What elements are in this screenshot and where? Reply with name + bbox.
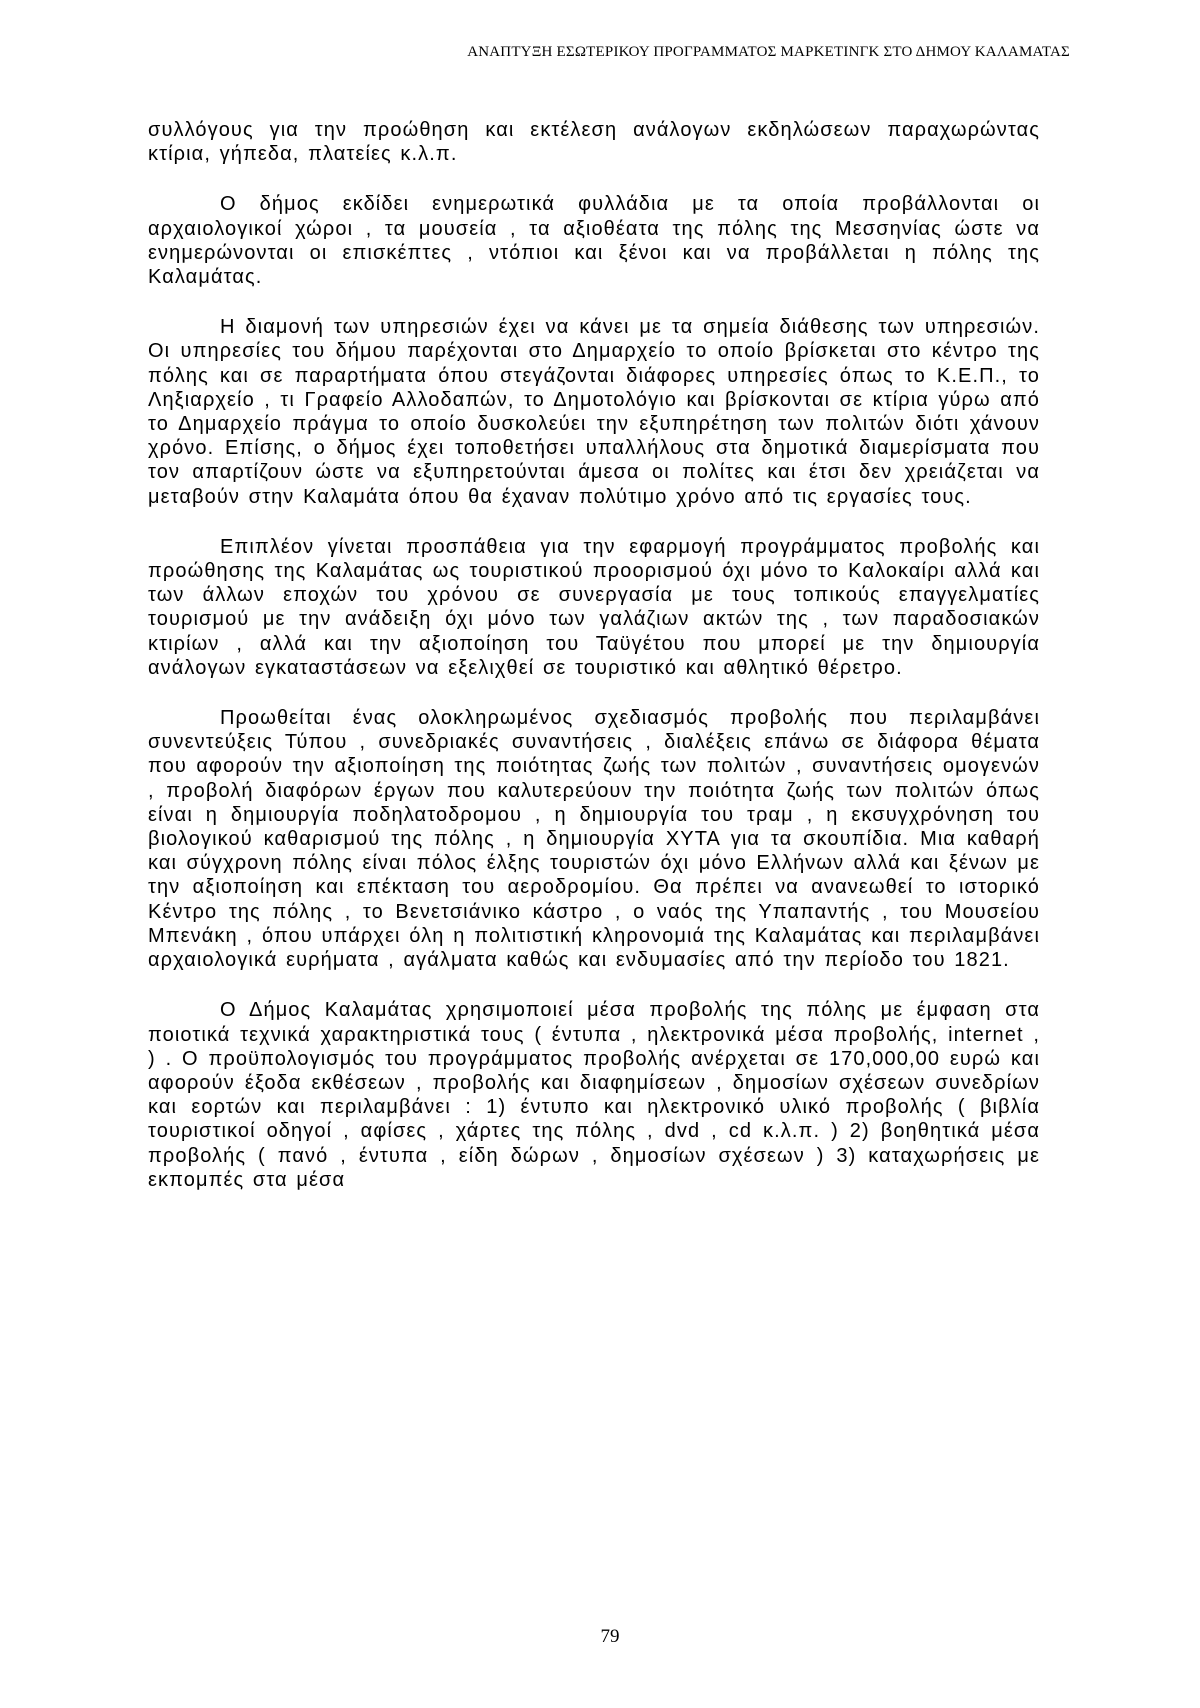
paragraph: Ο δήμος εκδίδει ενημερωτικά φυλλάδια με τα οποία προβάλλονται οι αρχαιολογικοί χώροι , τα μουσεία , τα αξιοθέατα της πόλης της Μεσσηνίας ώστε να ενημερώνονται οι επισκέπτες , ντόπιοι και ξένοι και να προβάλλεται η πόλης της Καλαμάτας. — [148, 193, 1040, 289]
body-text — [148, 118, 1040, 1218]
running-header: ΑΝΑΠΤΥΞΗ ΕΣΩΤΕΡΙΚΟΥ ΠΡΟΓΡΑΜΜΑΤΟΣ ΜΑΡΚΕΤΙΝΓΚ ΣΤΟ ΔΗΜΟΥ ΚΑΛΑΜΑΤΑΣ — [467, 44, 1070, 60]
paragraph: Ο Δήμος Καλαμάτας χρησιμοποιεί μέσα προβολής της πόλης με έμφαση στα ποιοτικά τεχνικά χαρακτηριστικά τους ( έντυπα , ηλεκτρονικά μέσα προβολής, internet , ) . Ο προϋπολογισμός του προγράμματος προβολής ανέρχεται σε 170,000,00 ευρώ και αφορούν έξοδα εκθέσεων , προβολής και διαφημίσεων , δημοσίων σχέσεων συνεδρίων και εορτών και περιλαμβάνει : 1) έντυπο και ηλεκτρονικό υλικό προβολής ( βιβλία τουριστικοί οδηγοί , αφίσες , χάρτες της πόλης , dvd , cd κ.λ.π. ) 2) βοηθητικά μέσα προβολής ( πανό , έντυπα , είδη δώρων , δημοσίων σχέσεων ) 3) καταχωρήσεις με εκπομπές στα μέσα — [148, 999, 1040, 1191]
paragraph: Η διαμονή των υπηρεσιών έχει να κάνει με τα σημεία διάθεσης των υπηρεσιών. Οι υπηρεσίες του δήμου παρέχονται στο Δημαρχείο το οποίο βρίσκεται στο κέντρο της πόλης και σε παραρτήματα όπου στεγάζονται διάφορες υπηρεσίες όπως το Κ.Ε.Π., το Ληξιαρχείο , τι Γραφείο Αλλοδαπών, το Δημοτολόγιο και βρίσκονται σε κτίρια γύρω από το Δημαρχείο πράγμα το οποίο δυσκολεύει την εξυπηρέτηση των πολιτών διότι χάνουν χρόνο. Επίσης, ο δήμος έχει τοποθετήσει υπαλλήλους στα δημοτικά διαμερίσματα που τον απαρτίζουν ώστε να εξυπηρετούνται άμεσα οι πολίτες και έτσι δεν χρειάζεται να μεταβούν στην Καλαμάτα όπου θα έχαναν πολύτιμο χρόνο από τις εργασίες τους. — [148, 316, 1040, 508]
page-number: 79 — [600, 1626, 620, 1647]
paragraph-continuation: συλλόγους για την προώθηση και εκτέλεση ανάλογων εκδηλώσεων παραχωρώντας κτίρια, γήπεδα, πλατείες κ.λ.π. — [148, 119, 1040, 166]
paragraph: Προωθείται ένας ολοκληρωμένος σχεδιασμός προβολής που περιλαμβάνει συνεντεύξεις Τύπου , συνεδριακές συναντήσεις , διαλέξεις επάνω σε διάφορα θέματα που αφορούν την αξιοποίηση της ποιότητας ζωής των πολιτών , συναντήσεις ομογενών , προβολή διαφόρων έργων που καλυτερεύουν την ποιότητα ζωής των πολιτών όπως είναι η δημιουργία ποδηλατοδρομου , η δημιουργία του τραμ , η εκσυγχρόνηση του βιολογικού καθαρισμού της πόλης , η δημιουργία ΧΥΤΑ για τα σκουπίδια. Μια καθαρή και σύγχρονη πόλης είναι πόλος έλξης τουριστών όχι μόνο Ελλήνων αλλά και ξένων με την αξιοποίηση και επέκταση του αεροδρομίου. Θα πρέπει να ανανεωθεί το ιστορικό Κέντρο της πόλης , το Βενετσιάνικο κάστρο , ο ναός της Υπαπαντής , του Μουσείου Μπενάκη , όπου υπάρχει όλη η πολιτιστική κληρονομιά της Καλαμάτας και περιλαμβάνει αρχαιολογικά ευρήματα , αγάλματα καθώς και ενδυμασίες από την περίοδο του 1821. — [148, 707, 1040, 972]
paragraph: Επιπλέον γίνεται προσπάθεια για την εφαρμογή προγράμματος προβολής και προώθησης της Καλαμάτας ως τουριστικού προορισμού όχι μόνο το Καλοκαίρι αλλά και των άλλων εποχών του χρόνου σε συνεργασία με τους τοπικούς επαγγελματίες τουρισμού με την ανάδειξη όχι μόνο των γαλάζιων ακτών της , των παραδοσιακών κτιρίων , αλλά και την αξιοποίηση του Ταϋγέτου που μπορεί με την δημιουργία ανάλογων εγκαταστάσεων να εξελιχθεί σε τουριστικό και αθλητικό θέρετρο. — [148, 535, 1040, 679]
